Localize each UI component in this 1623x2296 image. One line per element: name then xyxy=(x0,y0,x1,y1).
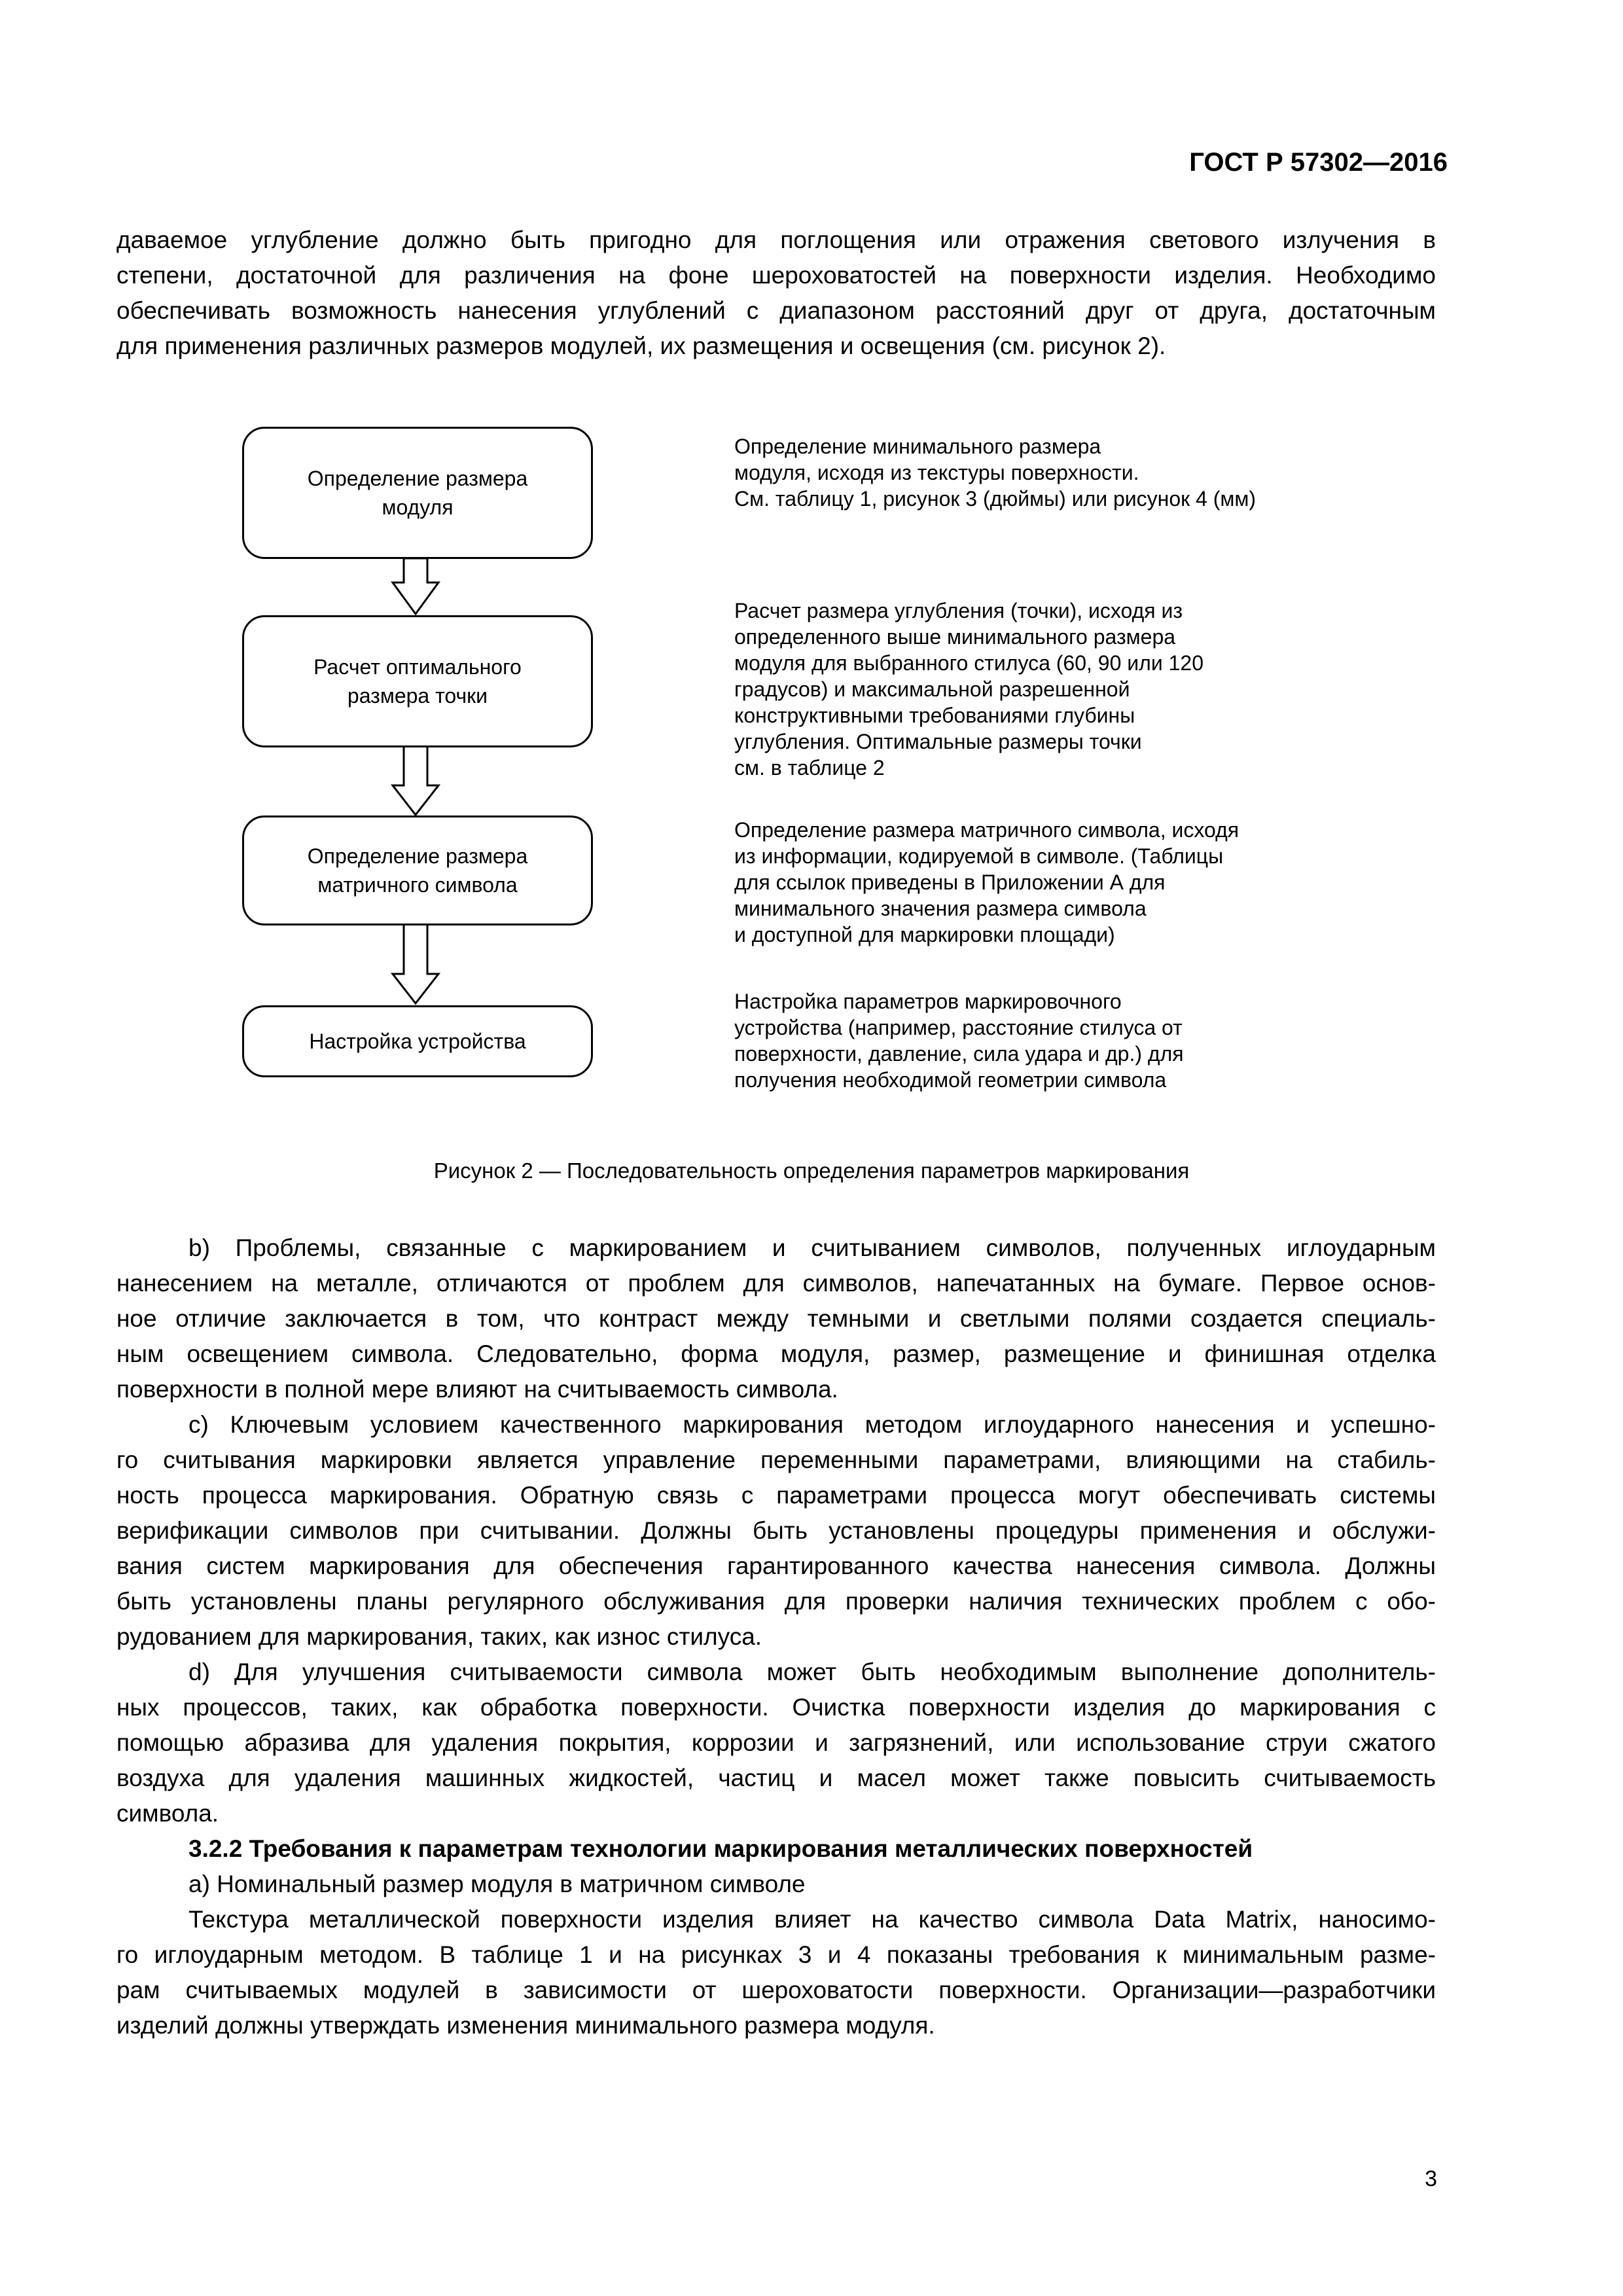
text-line: верификации символов при считывании. Должны быть установлены процедуры применения и обслужи- xyxy=(116,1517,1436,1544)
down-arrow-3 xyxy=(393,924,438,1003)
text-line: обеспечивать возможность нанесения углублений с диапазоном расстояний друг от друга, достаточным xyxy=(116,297,1436,324)
description-line: углубления. Оптимальные размеры точки xyxy=(734,730,1142,753)
intro-paragraph xyxy=(116,223,1436,364)
text-line: го считывания маркировки является управление переменными параметрами, влияющими на стабиль- xyxy=(116,1446,1436,1473)
section-heading: 3.2.2 Требования к параметрам технологии маркирования металлических поверхностей xyxy=(188,1835,1253,1862)
paragraph-texture xyxy=(116,1902,1436,2043)
text-line: ных процессов, таких, как обработка поверхности. Очистка поверхности изделия до маркирования с xyxy=(116,1694,1436,1721)
description-line: Определение минимального размера xyxy=(734,435,1101,458)
text-line: b) Проблемы, связанные с маркированием и считыванием символов, полученных иглоударным xyxy=(188,1234,1436,1261)
description-line: см. в таблице 2 xyxy=(734,756,885,780)
page-number: 3 xyxy=(1425,2166,1437,2191)
flow-step-device-setup xyxy=(242,1005,593,1077)
down-arrow-2 xyxy=(393,746,438,815)
standard-code: ГОСТ Р 57302—2016 xyxy=(1189,148,1448,177)
text-line: нанесением на металле, отличаются от проблем для символов, напечатанных на бумаге. Первое основ- xyxy=(116,1270,1436,1297)
description-line: модуля для выбранного стилуса (60, 90 или 120 xyxy=(734,651,1204,675)
box-text-line: размера точки xyxy=(347,684,488,708)
paragraph-b xyxy=(116,1230,1436,1407)
description-line: определенного выше минимального размера xyxy=(734,625,1176,649)
description-line: Настройка параметров маркировочного xyxy=(734,990,1122,1013)
text-line: для применения различных размеров модулей, их размещения и освещения (см. рисунок 2). xyxy=(116,332,1166,359)
box-text-line: модуля xyxy=(382,495,454,519)
box-text-line: Настройка устройства xyxy=(309,1030,526,1053)
text-line: го иглоударным методом. В таблице 1 и на рисунках 3 и 4 показаны требования к минимальным разме- xyxy=(116,1941,1436,1968)
description-line: из информации, кодируемой в символе. (Таблицы xyxy=(734,844,1224,868)
flow-description-2 xyxy=(734,598,1389,781)
flow-step-module-size xyxy=(242,427,593,559)
flow-description-4 xyxy=(734,988,1389,1093)
subsection-heading: а) Номинальный размер модуля в матричном символе xyxy=(188,1871,806,1897)
figure-caption: Рисунок 2 — Последовательность определения параметров маркирования xyxy=(433,1158,1190,1183)
description-line: модуля, исходя из текстуры поверхности. xyxy=(734,461,1139,484)
description-line: конструктивными требованиями глубины xyxy=(734,704,1135,727)
text-line: символа. xyxy=(116,1800,219,1827)
box-text-line: матричного символа xyxy=(317,873,518,897)
text-line: вания систем маркирования для обеспечения гарантированного качества нанесения символа. Должны xyxy=(116,1552,1436,1579)
text-line: d) Для улучшения считываемости символа может быть необходимым выполнение дополнитель- xyxy=(188,1659,1436,1685)
description-line: и доступной для маркировки площади) xyxy=(734,923,1115,946)
flow-description-3 xyxy=(734,817,1389,948)
description-line: минимального значения размера символа xyxy=(734,897,1147,920)
description-line: поверхности, давление, сила удара и др.) для xyxy=(734,1042,1184,1066)
description-line: Расчет размера углубления (точки), исходя из xyxy=(734,599,1183,622)
flow-step-dot-size xyxy=(242,615,593,747)
text-line: поверхности в полной мере влияют на считываемость символа. xyxy=(116,1376,838,1403)
paragraph-c xyxy=(116,1407,1436,1655)
description-line: для ссылок приведены в Приложении А для xyxy=(734,870,1166,894)
description-line: получения необходимой геометрии символа xyxy=(734,1068,1167,1092)
section-heading-block xyxy=(116,1831,1436,1902)
description-line: См. таблицу 1, рисунок 3 (дюймы) или рисунок 4 (мм) xyxy=(734,487,1257,511)
down-arrow-1 xyxy=(393,558,438,614)
box-text-line: Определение размера xyxy=(307,467,528,490)
text-line: быть установлены планы регулярного обслуживания для проверки наличия технических проблем с обо- xyxy=(116,1588,1436,1615)
description-line: градусов) и максимальной разрешенной xyxy=(734,677,1130,701)
text-line: ность процесса маркирования. Обратную связь с параметрами процесса могут обеспечивать системы xyxy=(116,1482,1436,1509)
text-line: ное отличие заключается в том, что контраст между темными и светлыми полями создается специаль- xyxy=(116,1305,1436,1332)
text-line: рудованием для маркирования, таких, как износ стилуса. xyxy=(116,1623,762,1650)
text-line: воздуха для удаления машинных жидкостей, частиц и масел может также повысить считываемость xyxy=(116,1765,1436,1791)
text-line: Текстура металлической поверхности изделия влияет на качество символа Data Matrix, наносимо- xyxy=(188,1906,1436,1933)
text-line: c) Ключевым условием качественного маркирования методом иглоударного нанесения и успешно- xyxy=(188,1411,1436,1438)
text-line: ным освещением символа. Следовательно, форма модуля, размер, размещение и финишная отделка xyxy=(116,1340,1436,1367)
paragraph-d xyxy=(116,1655,1436,1831)
flow-step-symbol-size xyxy=(242,816,593,925)
text-line: рам считываемых модулей в зависимости от шероховатости поверхности. Организации—разработчики xyxy=(116,1977,1436,2003)
box-text-line: Определение размера xyxy=(307,844,528,868)
text-line: помощью абразива для удаления покрытия, коррозии и загрязнений, или использование струи сжатого xyxy=(116,1729,1436,1756)
description-line: устройства (например, расстояние стилуса от xyxy=(734,1016,1183,1039)
flow-description-1 xyxy=(734,433,1389,512)
text-line: степени, достаточной для различения на фоне шероховатостей на поверхности изделия. Необходимо xyxy=(116,262,1436,289)
box-text-line: Расчет оптимального xyxy=(313,655,522,679)
description-line: Определение размера матричного символа, исходя xyxy=(734,818,1240,842)
text-line: даваемое углубление должно быть пригодно для поглощения или отражения светового излучения в xyxy=(116,226,1436,253)
text-line: изделий должны утверждать изменения минимального размера модуля. xyxy=(116,2012,935,2039)
